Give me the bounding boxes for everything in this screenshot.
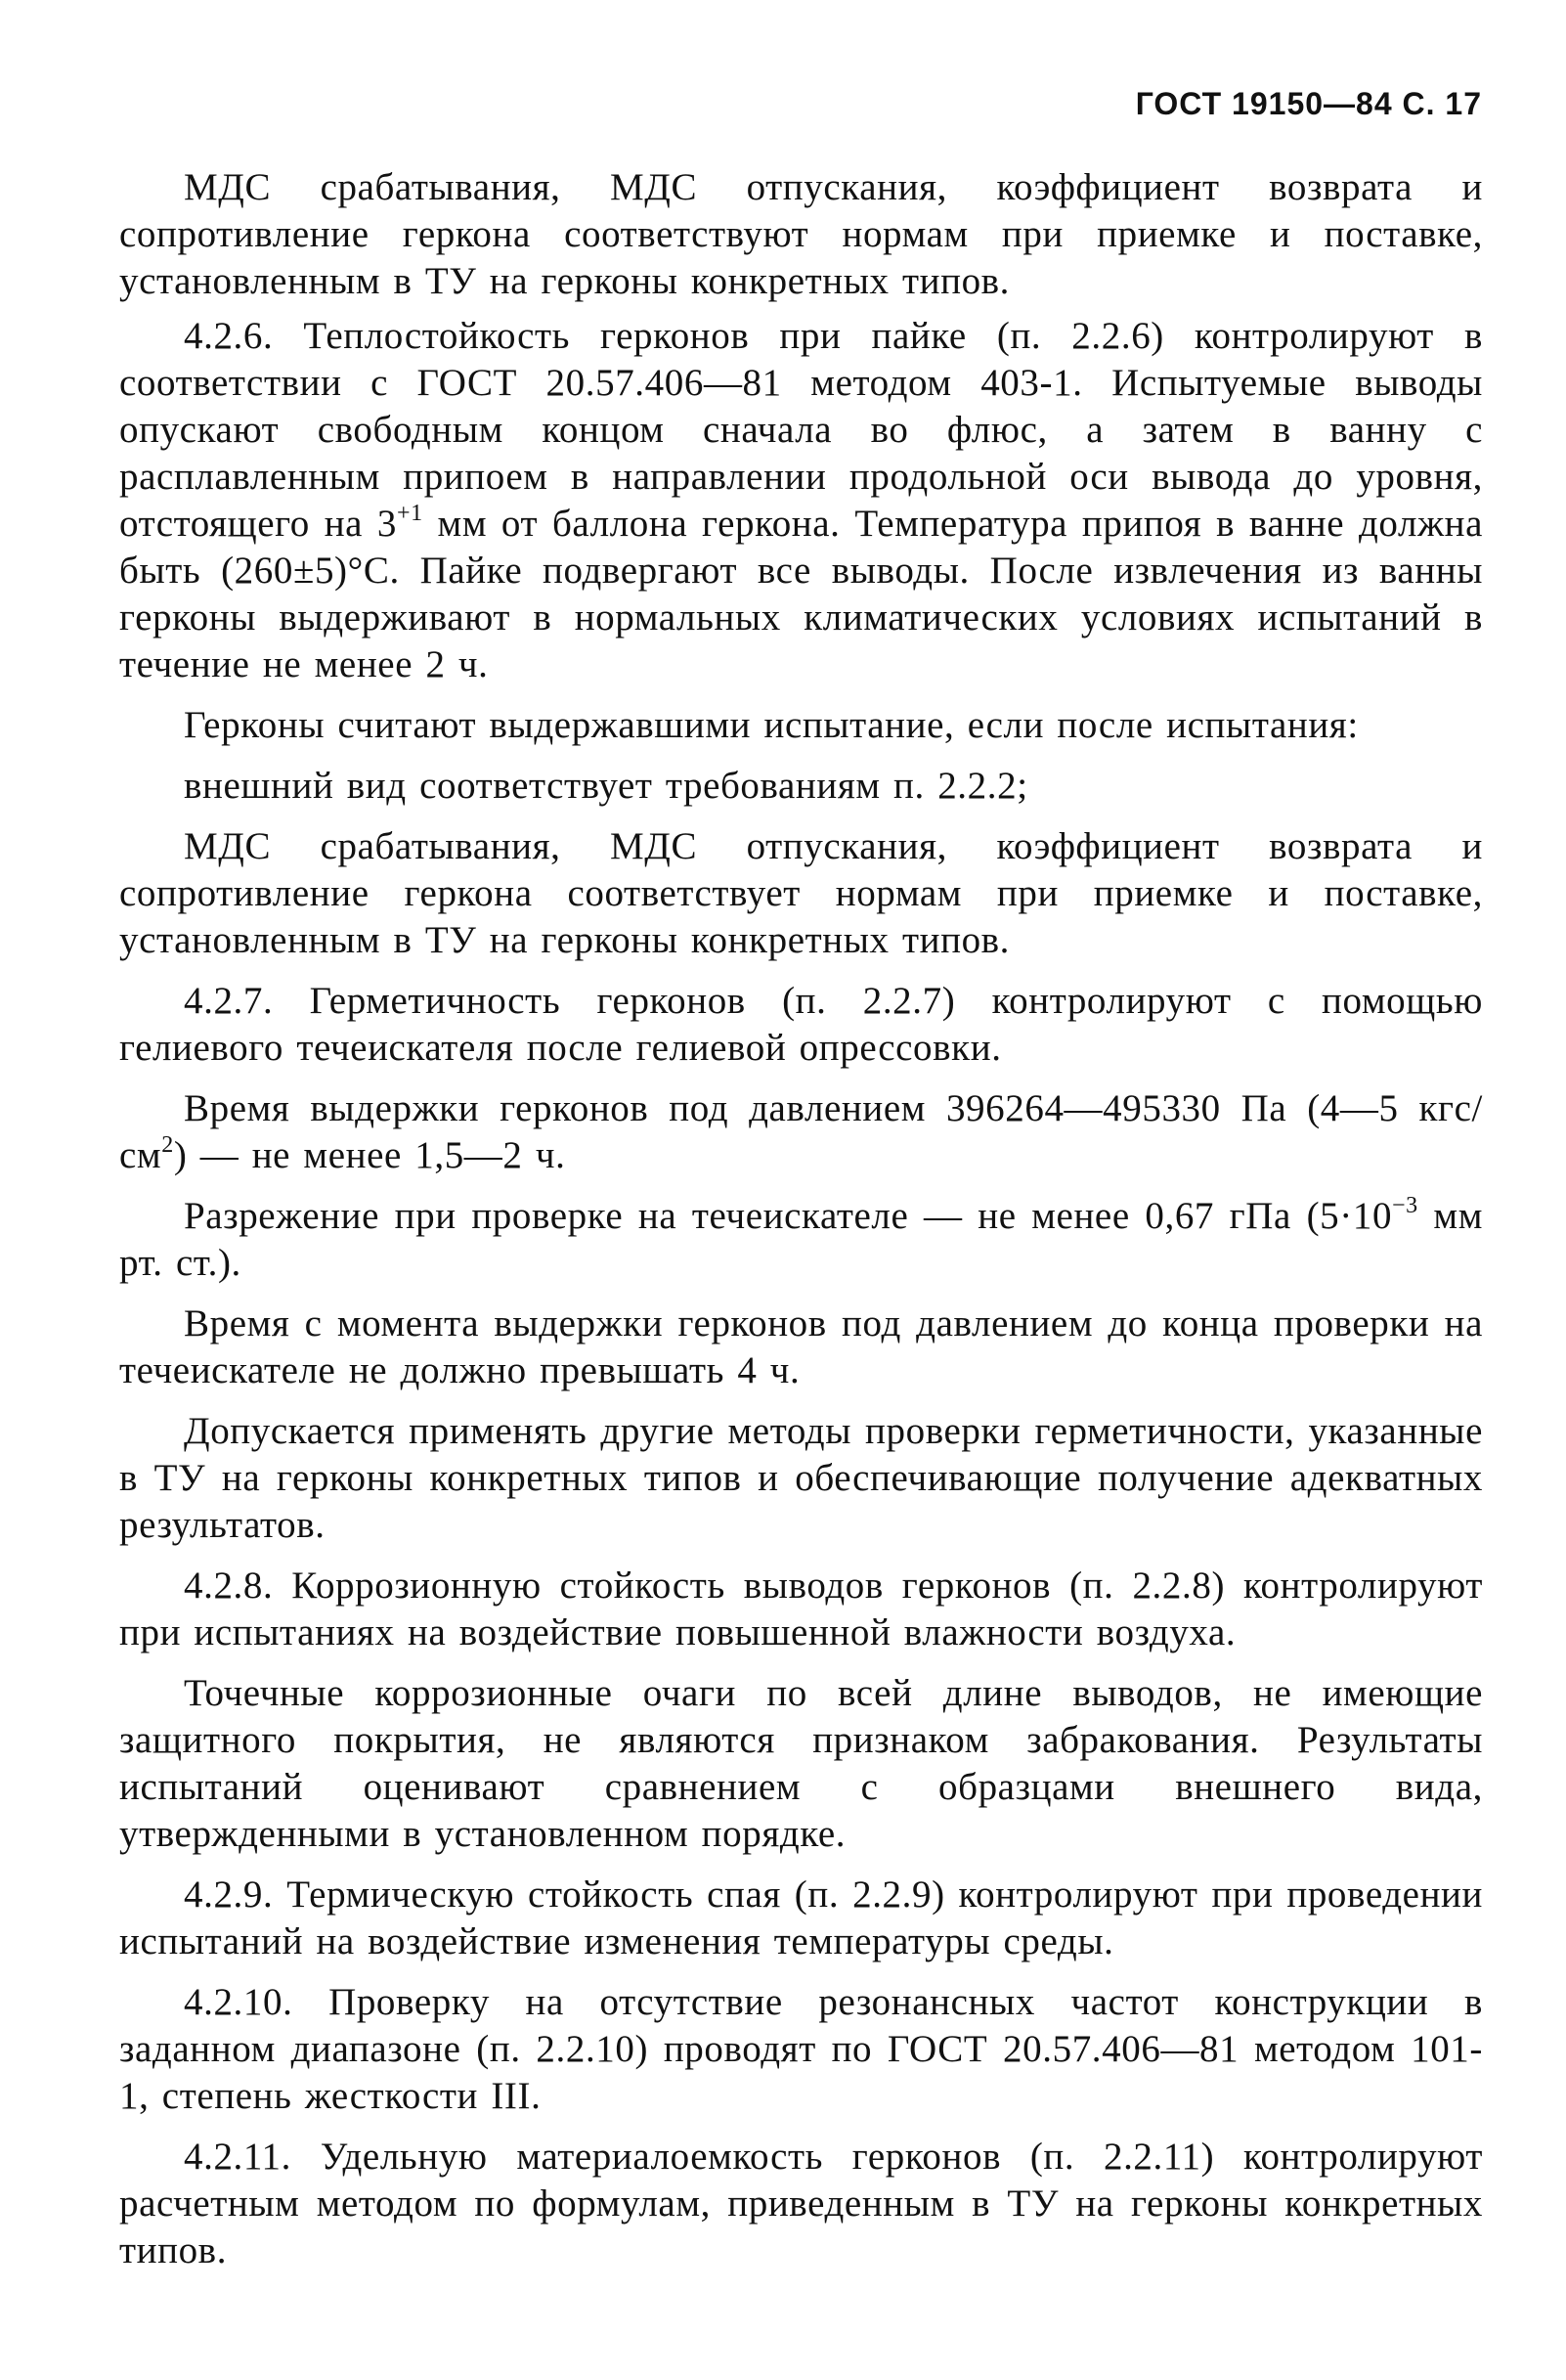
paragraph-4-2-9: 4.2.9. Термическую стойкость спая (п. 2.2.9) контролируют при проведении испытаний на воздействие изменения температуры среды. [119, 1873, 1483, 1962]
paragraph-mds-norms-2: МДС срабатывания, МДС отпускания, коэффициент возврата и сопротивление геркона соответствует нормам при приемке и поставке, установленным в ТУ на герконы конкретных типов. [119, 825, 1483, 961]
paragraph-4-2-7: 4.2.7. Герметичность герконов (п. 2.2.7) контролируют с помощью гелиевого течеискателя после гелиевой опрессовки. [119, 980, 1483, 1069]
paragraph-corrosion-spots: Точечные коррозионные очаги по всей длине выводов, не имеющие защитного покрытия, не являются признаком забракования. Результаты испытаний оценивают сравнением с образцами внешнего вида, утвержденными в установленном порядке. [119, 1672, 1483, 1855]
paragraph-check-time: Время с момента выдержки герконов под давлением до конца проверки на течеискателе не должно превышать 4 ч. [119, 1302, 1483, 1391]
running-header: ГОСТ 19150—84 С. 17 [1135, 86, 1482, 121]
paragraph-appearance: внешний вид соответствует требованиям п. 2.2.2; [184, 765, 1028, 807]
paragraph-pass-criteria: Герконы считают выдержавшими испытание, если после испытания: [184, 704, 1359, 746]
paragraph-4-2-6-part2: мм от баллона геркона. Температура припоя в ванне должна быть (260±5)°С. Пайке подвергают все выводы. После извлечения из ванны герконы выдерживают в нормальных климатических условиях испытаний в течение не менее 2 ч. [119, 503, 1483, 685]
paragraph-pressure-time [119, 1085, 1483, 1179]
paragraph-4-2-10: 4.2.10. Проверку на отсутствие резонансных частот конструкции в заданном диапазоне (п. 2.2.10) проводят по ГОСТ 20.57.406—81 методом 101-1, степень жесткости III. [119, 1981, 1483, 2117]
tolerance-superscript: +1 [397, 501, 423, 526]
paragraph-vacuum [119, 1193, 1483, 1287]
body-text [119, 164, 1483, 2282]
paragraph-4-2-11: 4.2.11. Удельную материалоемкость герконов (п. 2.2.11) контролируют расчетным методом по формулам, приведенным в ТУ на герконы конкретных типов. [119, 2136, 1483, 2271]
squared-superscript: 2 [161, 1132, 174, 1158]
paragraph-pressure-part1: Время выдержки герконов под давлением 396264—495330 Па (4—5 кгс/см [119, 1087, 1483, 1176]
paragraph-4-2-6 [119, 313, 1483, 688]
paragraph-mds-norms: МДС срабатывания, МДС отпускания, коэффициент возврата и сопротивление геркона соответствуют нормам при приемке и поставке, установленным в ТУ на герконы конкретных типов. [119, 166, 1483, 302]
paragraph-4-2-6-part1: 4.2.6. Теплостойкость герконов при пайке (п. 2.2.6) контролируют в соответствии с ГОСТ 20.57.406—81 методом 403-1. Испытуемые выводы опускают свободным концом сначала во флюс, а затем в ванну с расплавленным припоем в направлении продольной оси вывода до уровня, отстоящего на 3 [119, 315, 1483, 545]
exponent-superscript: −3 [1392, 1193, 1418, 1218]
paragraph-4-2-8: 4.2.8. Коррозионную стойкость выводов герконов (п. 2.2.8) контролируют при испытаниях на воздействие повышенной влажности воздуха. [119, 1565, 1483, 1653]
paragraph-pressure-part2: ) — не менее 1,5—2 ч. [173, 1134, 566, 1176]
paragraph-vacuum-part1: Разрежение при проверке на течеискателе — не менее 0,67 гПа (5·10 [184, 1195, 1393, 1237]
paragraph-other-methods: Допускается применять другие методы проверки герметичности, указанные в ТУ на герконы конкретных типов и обеспечивающие получение адекватных результатов. [119, 1410, 1483, 1546]
paragraph-vacuum-part2: мм рт. ст.). [119, 1195, 1483, 1284]
